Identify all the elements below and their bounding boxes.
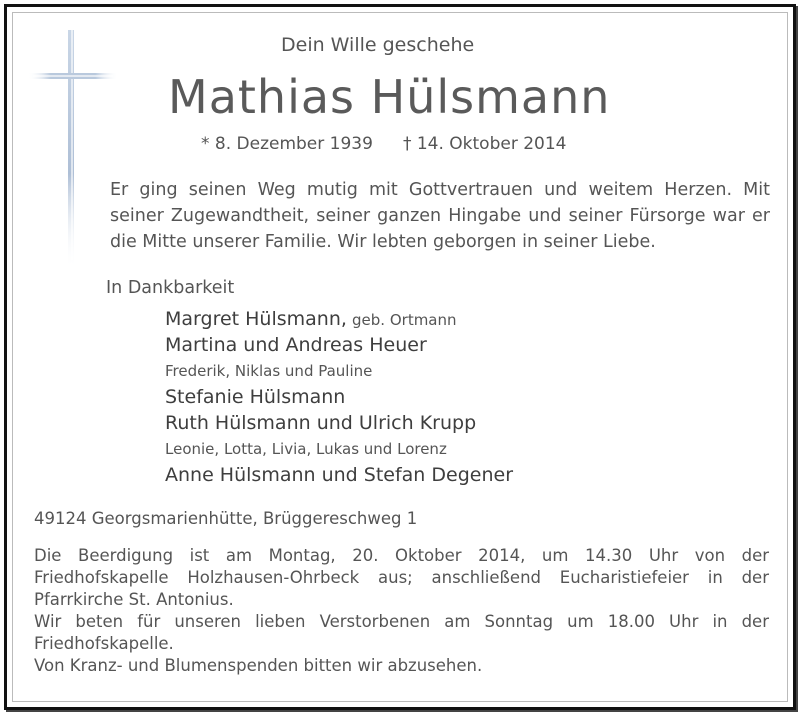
birth-date: * 8. Dezember 1939 [201, 134, 373, 154]
tribute-text: Er ging seinen Weg mutig mit Gottvertrauen und weitem Herzen. Mit seiner Zugewandtheit, seiner ganzen Hingabe und seiner Fürsorge war er die Mitte unserer Familie. Wir lebten geborgen in seiner Liebe. [110, 180, 770, 252]
mourner-name: Stefanie Hülsmann [165, 386, 346, 408]
mourner-name: Margret Hülsmann, [165, 308, 347, 330]
mourners-list [165, 306, 513, 488]
motto: Dein Wille geschehe [281, 34, 475, 56]
mourner-name: Ruth Hülsmann und Ulrich Krupp [165, 412, 477, 434]
cross-icon [28, 30, 118, 270]
life-dates [201, 134, 566, 154]
thanks-heading: In Dankbarkeit [106, 278, 235, 298]
funeral-info [34, 545, 769, 677]
grandchildren-names: Leonie, Lotta, Livia, Lukas und Lorenz [165, 440, 447, 458]
mourner-name: Anne Hülsmann und Stefan Degener [165, 464, 514, 486]
death-date: † 14. Oktober 2014 [402, 134, 567, 154]
flowers-note: Von Kranz- und Blumenspenden bitten wir abzusehen. [34, 656, 483, 675]
prayer-info: Wir beten für unseren lieben Verstorbenen am Sonntag um 18.00 Uhr in der Friedhofskapelle. [34, 612, 769, 653]
deceased-name: Mathias Hülsmann [168, 70, 611, 124]
mourner-row [165, 306, 513, 332]
mourner-name: Martina und Andreas Heuer [165, 334, 427, 356]
family-address: 49124 Georgsmarienhütte, Brüggereschweg 1 [34, 509, 418, 528]
maiden-name-note: geb. Ortmann [352, 311, 457, 329]
burial-info: Die Beerdigung ist am Montag, 20. Oktober 2014, um 14.30 Uhr von der Friedhofskapelle Holzhausen-Ohrbeck aus; anschließend Eucharistiefeier in der Pfarrkirche St. Antonius. [34, 546, 769, 609]
grandchildren-names: Frederik, Niklas und Pauline [165, 362, 373, 380]
